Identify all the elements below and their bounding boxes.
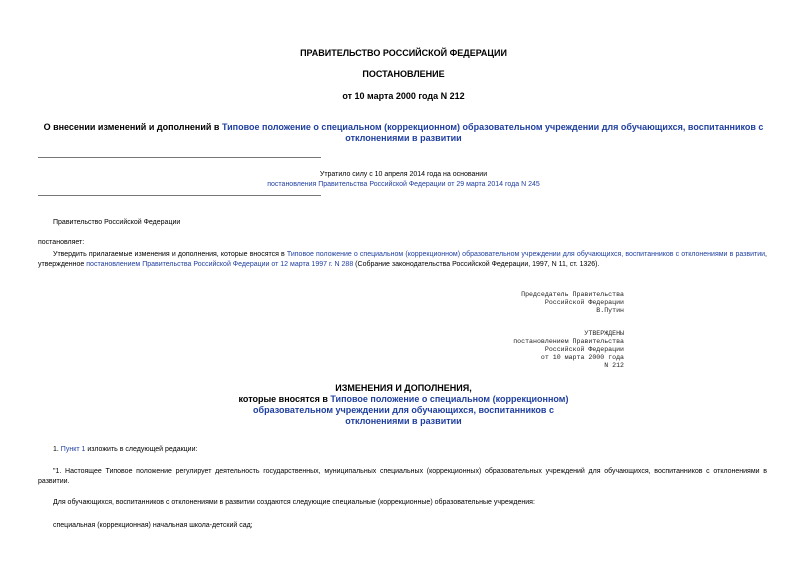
changes-heading-link-c[interactable]: отклонениями в развитии <box>345 416 462 426</box>
item-1-point-link[interactable]: Пункт 1 <box>60 446 86 453</box>
title-prefix: О внесении изменений и дополнений в <box>43 122 222 132</box>
approval-block <box>400 330 624 370</box>
changes-heading-1: ИЗМЕНЕНИЯ И ДОПОЛНЕНИЯ, <box>335 383 472 393</box>
changes-heading-link-a[interactable]: Типовое положение о специальном (коррекционном) <box>330 394 569 404</box>
changes-heading-2 <box>0 394 807 405</box>
divider-top <box>38 157 321 158</box>
approved-line-5: N 212 <box>604 362 624 369</box>
p1-mid: , утвержденное <box>38 251 767 268</box>
p1-suffix: (Собрание законодательства Российской Федерации, 1997, N 11, ст. 1326). <box>353 261 600 268</box>
changes-heading-link-b[interactable]: образовательном учреждении для обучающихся, воспитанников с <box>253 405 554 415</box>
approved-line-1: УТВЕРЖДЕНЫ <box>584 330 624 337</box>
status-repeal-link[interactable]: постановления Правительства Российской Федерации от 29 марта 2014 года N 245 <box>267 181 540 188</box>
p1-prefix: Утвердить прилагаемые изменения и дополнения, которые вносятся в <box>53 251 287 258</box>
divider-bottom <box>38 195 321 196</box>
approved-line-2: постановлением Правительства <box>513 338 624 345</box>
decides-text: постановляет: <box>38 239 85 246</box>
signature-line-3: В.Путин <box>596 307 624 314</box>
item-1 <box>53 446 197 453</box>
p1-decree-link[interactable]: постановлением Правительства Российской Федерации от 12 марта 1997 г. N 288 <box>86 261 354 268</box>
changes-heading <box>0 383 807 427</box>
approval-paragraph <box>38 250 767 270</box>
title-link[interactable]: Типовое положение о специальном (коррекционном) образовательном учреждении для обучающихся, воспитанников с отклонениями в развитии <box>221 122 764 143</box>
document-title <box>40 122 767 144</box>
paragraph-institutions: Для обучающихся, воспитанников с отклонениями в развитии создаются следующие специальные (коррекционные) образовательные учреждения: <box>53 499 535 506</box>
p1-regulation-link[interactable]: Типовое положение о специальном (коррекционном) образовательном учреждении для обучающихся, воспитанников с отклонениями в развитии <box>286 251 766 258</box>
signature-block <box>400 291 624 315</box>
quote-paragraph-1: "1. Настоящее Типовое положение регулирует деятельность государственных, муниципальных специальных (коррекционных) образовательных учреждений для обучающихся, воспитанников с отклонениями в развитии. <box>38 468 767 485</box>
signature-line-1: Председатель Правительства <box>521 291 624 298</box>
approved-line-3: Российской Федерации <box>544 346 624 353</box>
signature-line-2: Российской Федерации <box>544 299 624 306</box>
document-date: от 10 марта 2000 года N 212 <box>342 91 465 101</box>
document-type: ПОСТАНОВЛЕНИЕ <box>362 69 445 79</box>
changes-heading-prefix: которые вносятся в <box>238 394 331 404</box>
government-title: ПРАВИТЕЛЬСТВО РОССИЙСКОЙ ФЕДЕРАЦИИ <box>300 48 507 58</box>
item-1-text: изложить в следующей редакции: <box>85 446 198 453</box>
status-line: Утратило силу с 10 апреля 2014 года на основании <box>319 171 488 178</box>
paragraph-primary-school: специальная (коррекционная) начальная школа-детский сад; <box>53 522 253 529</box>
item-1-number: 1. <box>53 446 61 453</box>
approved-line-4: от 10 марта 2000 года <box>540 354 624 361</box>
issuer-text: Правительство Российской Федерации <box>53 219 181 226</box>
